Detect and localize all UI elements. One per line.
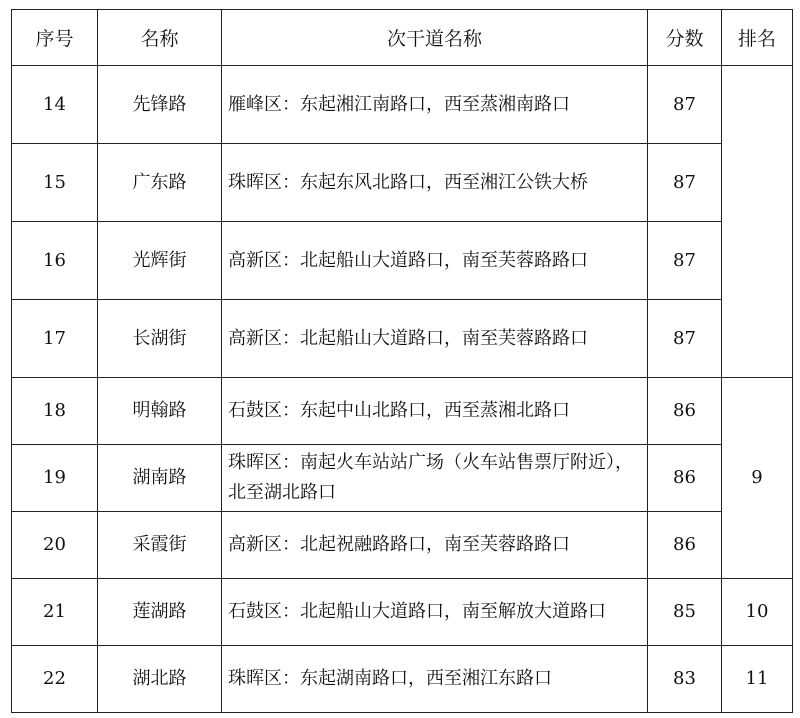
score-cell: 86	[648, 512, 722, 579]
road-name: 湖北路	[98, 646, 222, 713]
table-row	[12, 66, 793, 144]
score-cell: 87	[648, 66, 722, 144]
road-name: 广东路	[98, 144, 222, 222]
route-description: 高新区：北起祝融路路口，南至芙蓉路路口	[222, 512, 648, 579]
route-description: 高新区：北起船山大道路口，南至芙蓉路路口	[222, 300, 648, 378]
header-route: 次干道名称	[222, 10, 648, 66]
rank-cell	[722, 66, 793, 378]
road-name: 湖南路	[98, 445, 222, 512]
row-index: 17	[12, 300, 98, 378]
table-row	[12, 144, 793, 222]
score-cell: 87	[648, 144, 722, 222]
score-cell: 86	[648, 378, 722, 445]
route-description: 高新区：北起船山大道路口，南至芙蓉路路口	[222, 222, 648, 300]
header-rank: 排名	[722, 10, 793, 66]
header-row	[12, 10, 793, 66]
table-row	[12, 378, 793, 445]
row-index: 18	[12, 378, 98, 445]
table-row	[12, 579, 793, 646]
score-cell: 85	[648, 579, 722, 646]
rank-cell: 9	[722, 378, 793, 579]
table-row	[12, 445, 793, 512]
route-description: 珠晖区：南起火车站站广场（火车站售票厅附近），北至湖北路口	[222, 445, 648, 512]
table-row	[12, 512, 793, 579]
road-name: 光辉街	[98, 222, 222, 300]
table-row	[12, 646, 793, 713]
header-score: 分数	[648, 10, 722, 66]
score-cell: 83	[648, 646, 722, 713]
road-name: 长湖街	[98, 300, 222, 378]
road-ranking-table	[11, 9, 793, 713]
route-description: 石鼓区：北起船山大道路口，南至解放大道路口	[222, 579, 648, 646]
row-index: 19	[12, 445, 98, 512]
rank-cell: 10	[722, 579, 793, 646]
row-index: 21	[12, 579, 98, 646]
row-index: 16	[12, 222, 98, 300]
route-description: 石鼓区：东起中山北路口，西至蒸湘北路口	[222, 378, 648, 445]
row-index: 20	[12, 512, 98, 579]
row-index: 15	[12, 144, 98, 222]
road-name: 先锋路	[98, 66, 222, 144]
route-description: 珠晖区：东起湖南路口，西至湘江东路口	[222, 646, 648, 713]
rank-cell: 11	[722, 646, 793, 713]
table-row	[12, 300, 793, 378]
road-name: 莲湖路	[98, 579, 222, 646]
row-index: 22	[12, 646, 98, 713]
row-index: 14	[12, 66, 98, 144]
table-row	[12, 222, 793, 300]
route-description: 雁峰区：东起湘江南路口，西至蒸湘南路口	[222, 66, 648, 144]
header-index: 序号	[12, 10, 98, 66]
road-name: 采霞街	[98, 512, 222, 579]
route-description: 珠晖区：东起东风北路口，西至湘江公铁大桥	[222, 144, 648, 222]
road-name: 明翰路	[98, 378, 222, 445]
header-name: 名称	[98, 10, 222, 66]
score-cell: 87	[648, 300, 722, 378]
score-cell: 87	[648, 222, 722, 300]
score-cell: 86	[648, 445, 722, 512]
